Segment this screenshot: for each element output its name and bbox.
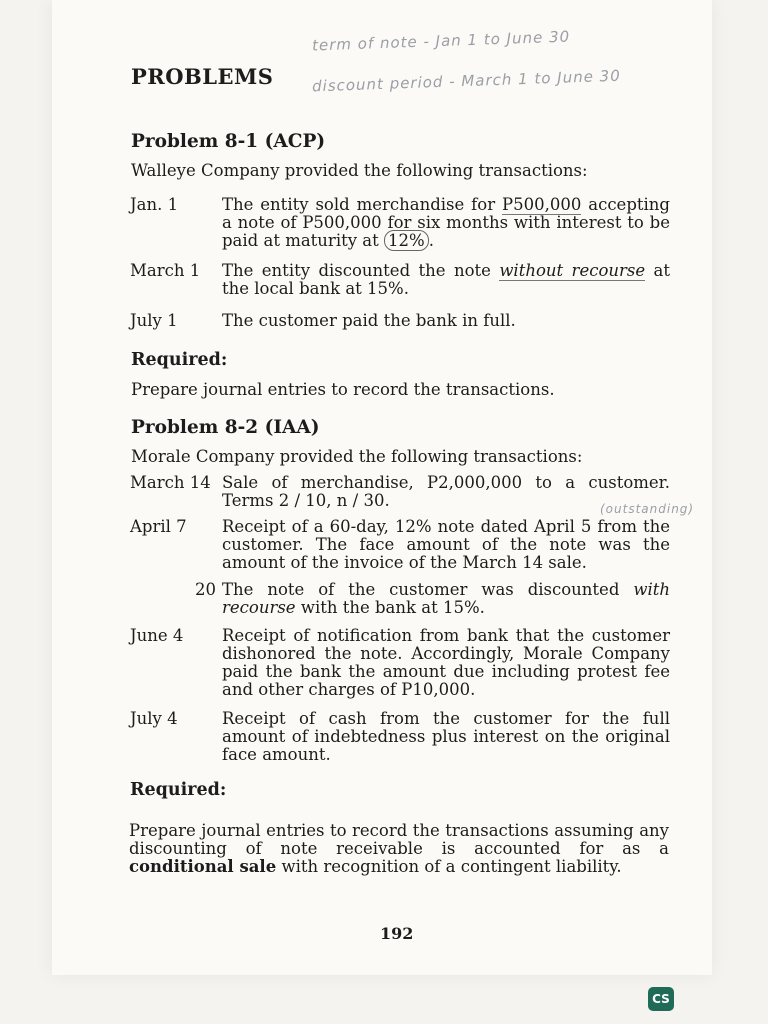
transaction-text: Receipt of notification from bank that the customer dishonored the note. Accordingly, Morale Company paid the bank the amount due including protest fee and other charges of P10,000. [222,626,670,699]
transaction-date: 20 [195,580,216,599]
circled-rate: 12% [384,230,429,251]
page-number: 192 [380,924,414,943]
transaction-text: The entity sold merchandise for P500,000 accepting a note of P500,000 for six months with interest to be paid at maturity at 12% . [222,195,670,250]
handwritten-note-2: discount period - March 1 to June 30 [311,66,622,96]
problem-8-1-intro: Walleye Company provided the following transactions: [131,161,588,180]
transaction-row [130,196,670,250]
transaction-row [130,710,670,764]
handwritten-margin-note: (outstanding) [600,502,695,516]
required-heading: Required: [130,780,227,800]
transaction-date: July 1 [130,311,178,330]
transaction-date: April 7 [130,517,187,536]
transaction-date: March 1 [130,261,201,280]
transaction-text: The entity discounted the note without recourse at the local bank at 15%. [222,261,671,298]
transaction-text: Receipt of cash from the customer for the full amount of indebtedness plus interest on the original face amount. [222,709,670,764]
required-text: Prepare journal entries to record the transactions. [131,380,555,399]
transaction-text: Sale of merchandise, P2,000,000 to a customer. Terms 2 / 10, n / 30. [222,473,670,510]
transaction-row [130,627,670,699]
transaction-row [130,312,670,330]
transaction-row [130,518,670,572]
transaction-text: The note of the customer was discounted with recourse with the bank at 15%. [222,580,670,617]
transaction-date: Jan. 1 [130,195,179,214]
transaction-date: June 4 [130,626,184,645]
transaction-row [130,262,670,298]
problem-8-2-intro: Morale Company provided the following transactions: [131,447,583,466]
transaction-text: The customer paid the bank in full. [222,311,516,330]
transaction-date: July 4 [130,709,178,728]
transaction-date: March 14 [130,473,211,492]
problem-8-2-title: Problem 8-2 (IAA) [131,417,320,438]
required-text: Prepare journal entries to record the transactions assuming any discounting of note receivable is accounted for as a conditional sale with recognition of a contingent liability. [129,821,669,876]
transaction-row [130,474,670,510]
problem-8-1-title: Problem 8-1 (ACP) [131,131,326,152]
transaction-row [130,581,670,617]
camscanner-logo: CS [648,987,674,1011]
handwritten-note-1: term of note - Jan 1 to June 30 [311,27,571,55]
required-heading: Required: [131,350,228,370]
page-title: PROBLEMS [131,64,274,89]
transaction-text: Receipt of a 60-day, 12% note dated April 5 from the customer. The face amount of the note was the amount of the invoice of the March 14 sale. [222,517,670,572]
